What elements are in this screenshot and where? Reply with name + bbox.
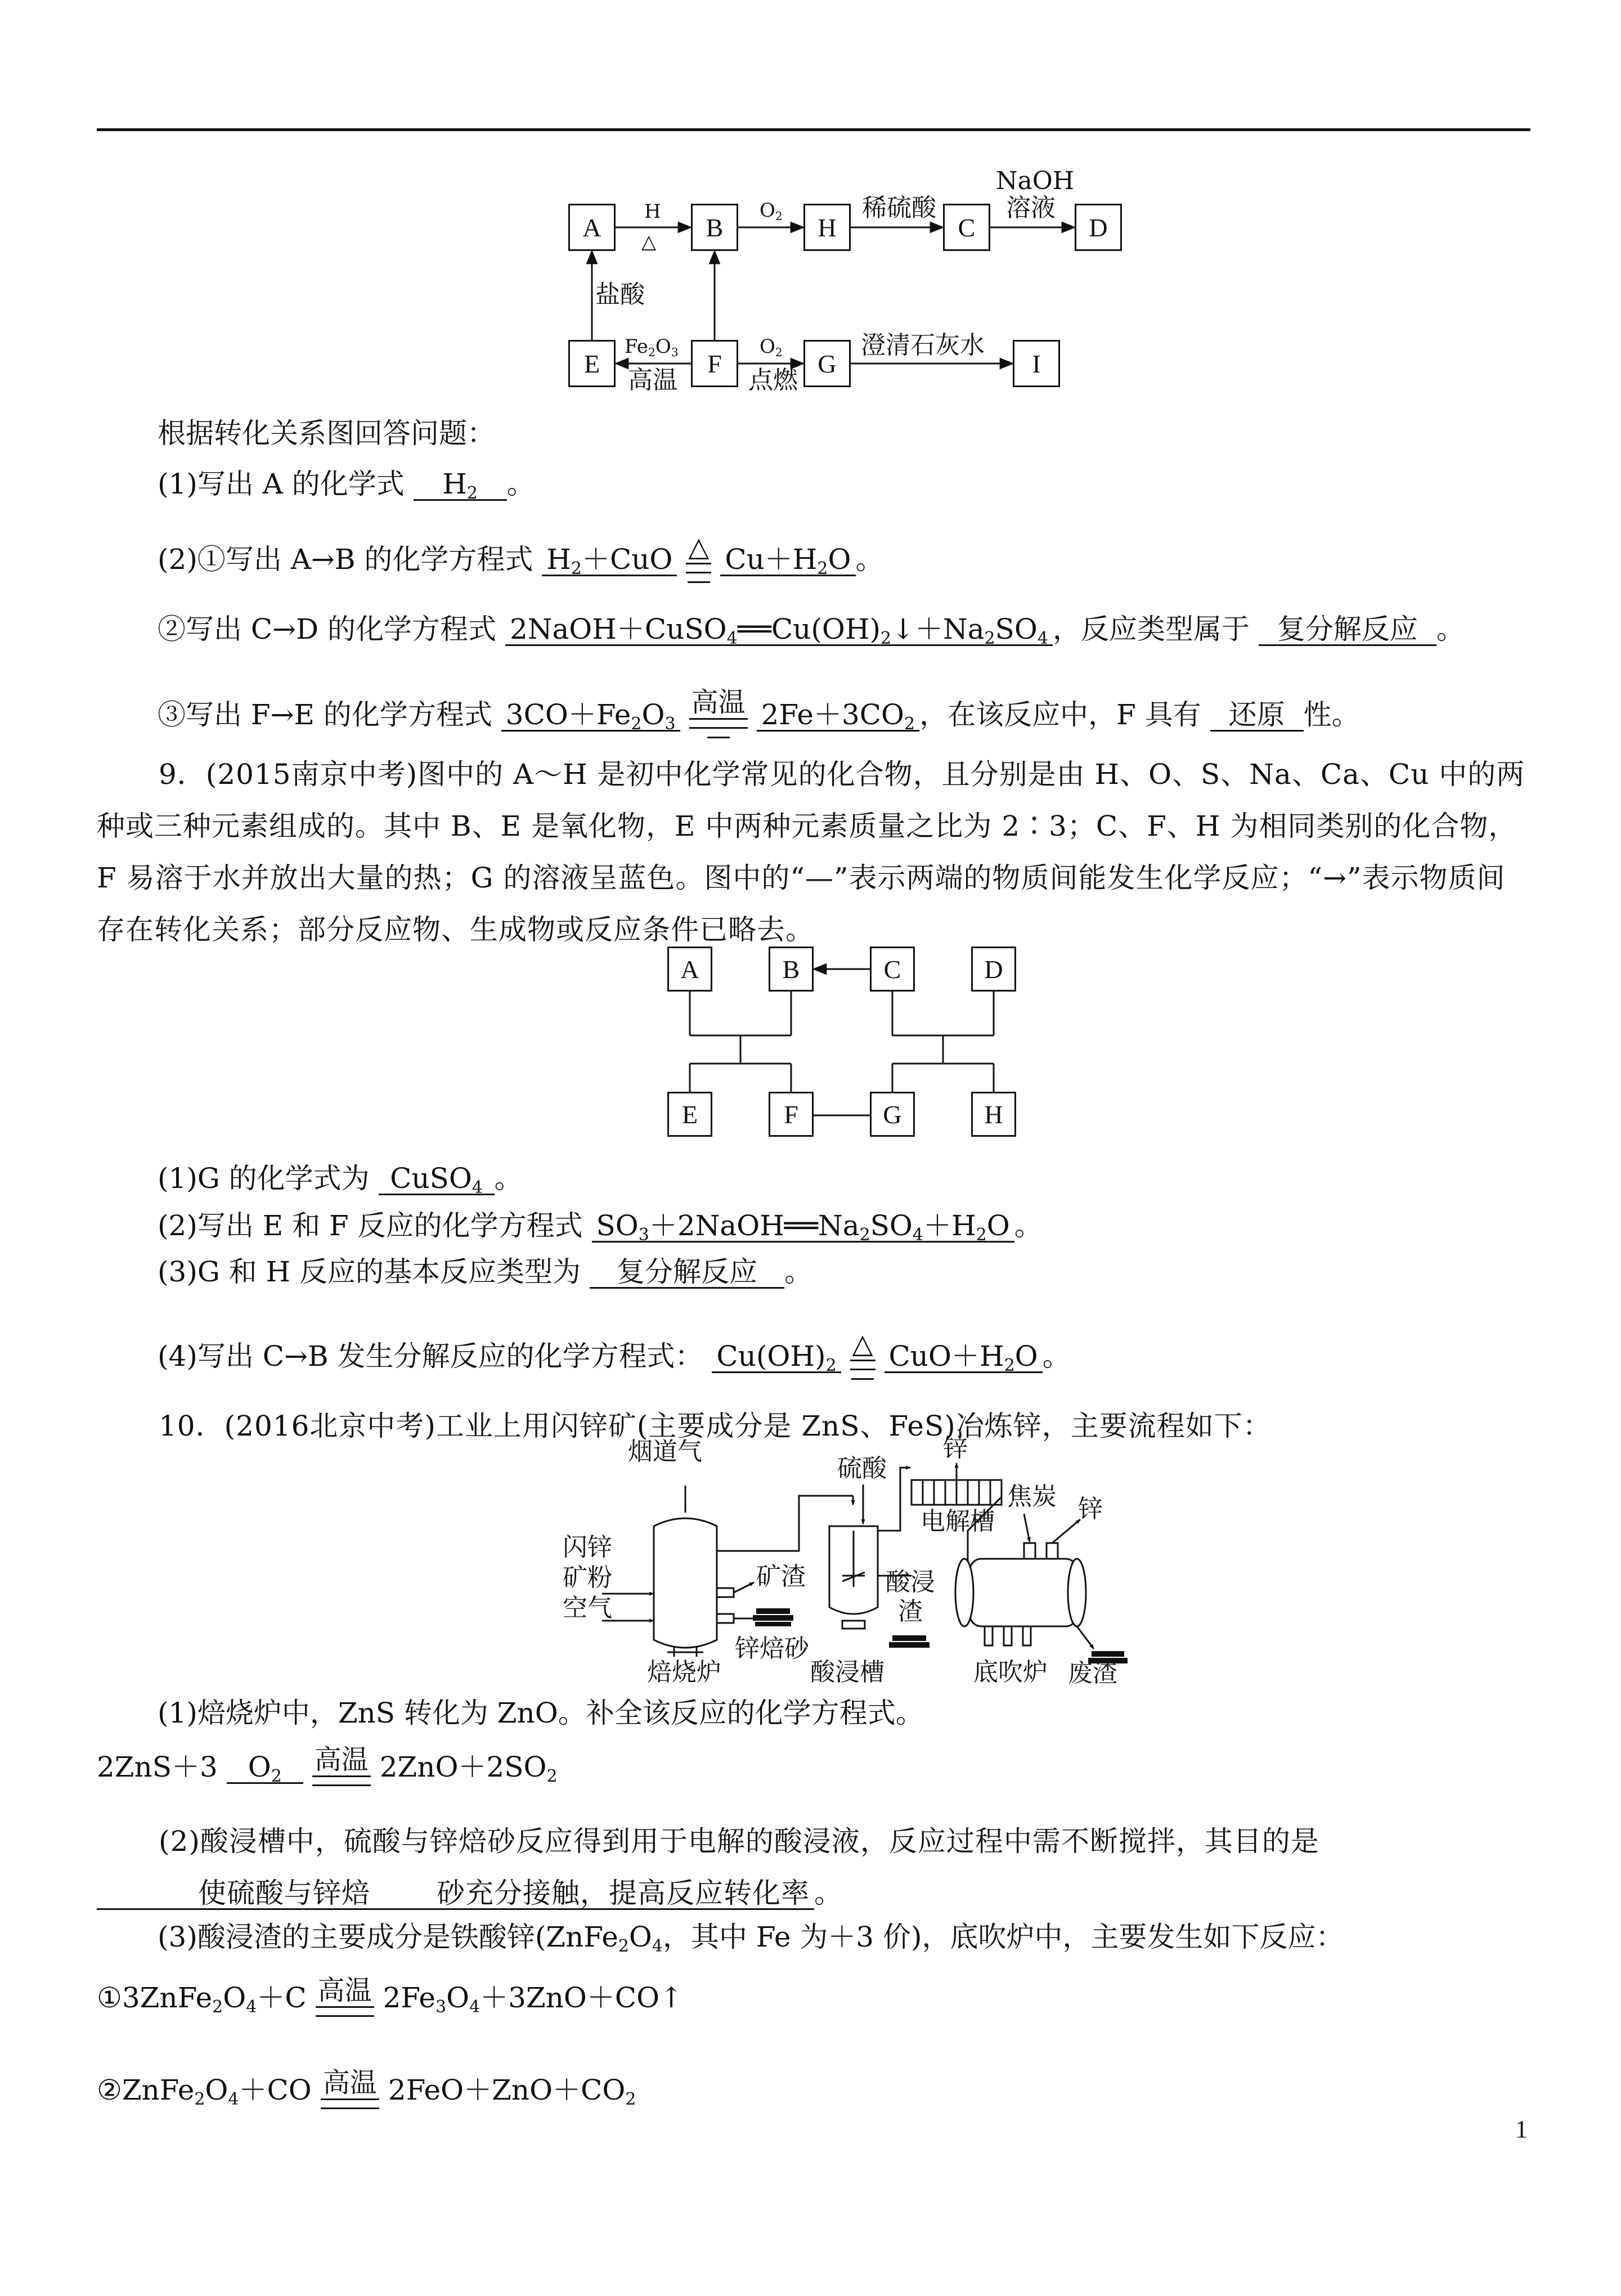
- s10-r1-condition: 高温: [316, 1975, 374, 2017]
- d1-node-c: C: [943, 204, 990, 251]
- flow-label-xin: 锌: [943, 1434, 968, 1463]
- flow-label-dichuilu: 底吹炉: [973, 1658, 1048, 1687]
- d1-label-fe-top: $Fe_2O_3$: [625, 335, 679, 360]
- s8-q3-answer: $2NaOH+CuSO_4══Cu(OH)_2↓+Na_2SO_4$: [505, 615, 1053, 646]
- s8-q1-answer: $H_2$: [414, 469, 507, 501]
- s10-r2-condition: 高温: [321, 2067, 379, 2109]
- d1-label-ab-top: H: [644, 200, 661, 223]
- d1-label-hc: 稀硫酸: [862, 194, 936, 222]
- s8-q4-condition: 高温: [689, 687, 748, 738]
- flow-label-kuangfen: 矿粉: [563, 1563, 612, 1592]
- s8-q2-answer-right: $Cu+H_2O$: [720, 545, 855, 576]
- flow-label-yandaoqi: 烟道气: [628, 1437, 702, 1466]
- d2-node-g: G: [870, 1092, 915, 1137]
- d1-node-g: G: [803, 340, 851, 387]
- d1-node-i: I: [1013, 340, 1060, 387]
- s10-q2-answer-a: 使硫酸与锌焙: [97, 1878, 375, 1910]
- d2-node-a: A: [667, 947, 712, 992]
- d1-node-d: D: [1075, 204, 1122, 251]
- s9-q4-answer-left: $Cu(OH)_2$: [712, 1342, 841, 1373]
- s9-problem-text: 9．(2015南京中考)图中的 A～H 是初中化学常见的化合物，且分别是由 H、O、S、Na、Ca、Cu 中的两种或三种元素组成的。其中 B、E 是氧化物，E 中两种元素质量之比为 2∶3；C、F、H 为相同类别的化合物，F 易溶于水并放出大量的热；G 的溶液呈蓝色。图中的“—”表示两端的物质间能发生化学反应；“→”表示物质间存在转化关系；部分反应物、生成物或反应条件已略去。: [97, 758, 1525, 946]
- d1-node-b: B: [691, 204, 738, 251]
- d1-node-f: F: [691, 340, 738, 387]
- d1-label-ab-bottom: △: [641, 231, 657, 253]
- d1-label-bh-top: $O_2$: [760, 199, 783, 223]
- flow-label-xinbeisha: 锌焙砂: [735, 1634, 809, 1663]
- flow-label-kuangzha: 矿渣: [756, 1562, 806, 1591]
- flow-label-beishaolu: 焙烧炉: [647, 1658, 721, 1687]
- d1-label-gi: 澄清石灰水: [861, 331, 985, 360]
- s8-intro: 根据转化关系图回答问题：: [158, 417, 495, 450]
- flow-label-shanxin: 闪锌: [563, 1533, 612, 1562]
- d1-label-ea: 盐酸: [595, 280, 645, 309]
- d1-node-a: A: [568, 204, 616, 251]
- d2-node-f: F: [769, 1092, 814, 1137]
- s9-q1-answer: CuSO$_4$: [379, 1164, 495, 1195]
- s10-q3: (3)酸浸渣的主要成分是铁酸锌($ZnFe_2O_4$，其中 Fe 为＋3 价)，底吹炉中，主要发生如下反应：: [158, 1921, 1344, 1956]
- s10-q2: (2)酸浸槽中，硫酸与锌焙砂反应得到用于电解的酸浸液，反应过程中需不断搅拌，其目的是使硫酸与锌焙 砂充分接触，提高反应转化率 。: [97, 1815, 1531, 1919]
- s9-q2-answer: $SO_3+2NaOH══Na_2SO_4+H_2O$: [592, 1211, 1014, 1243]
- s8-q2-answer-left: $H_2+CuO$: [542, 545, 677, 576]
- s8-q3-type-answer: 复分解反应: [1259, 615, 1436, 646]
- s8-q2-condition: △: [686, 531, 711, 583]
- page-number: 1: [1515, 2115, 1528, 2143]
- s8-q4-property-answer: 还原: [1210, 700, 1304, 732]
- s9-q4: (4)写出 C→B 发生分解反应的化学方程式： $Cu(OH)_2$ △ $CuO+H_2O$ 。: [158, 1333, 1071, 1384]
- d2-node-b: B: [769, 947, 814, 992]
- flow-label-liusuan: 硫酸: [837, 1454, 887, 1483]
- d1-label-fg-top: $O_2$: [760, 335, 783, 360]
- flow-label-kongqi: 空气: [563, 1594, 612, 1622]
- d2-node-d: D: [971, 947, 1016, 992]
- d2-node-h: H: [971, 1092, 1016, 1137]
- d1-label-cd-2: 溶液: [1006, 194, 1056, 222]
- s10-q2-answer-b: 砂充分接触，提高反应转化率: [375, 1878, 814, 1910]
- s8-q1: (1)写出 A 的化学式 $H_2$ 。: [158, 468, 535, 503]
- s8-q2: (2)①写出 A→B 的化学方程式 $H_2+CuO$ △ $Cu+H_2O$ 。: [158, 536, 884, 588]
- s10-problem-text: 10．(2016北京中考)工业上用闪锌矿(主要成分是 ZnS、FeS)冶炼锌，主要流程如下：: [159, 1410, 1272, 1442]
- flow-label-zha: 渣: [898, 1597, 923, 1626]
- s10-q1: (1)焙烧炉中，ZnS 转化为 ZnO。补全该反应的化学方程式。: [158, 1697, 924, 1729]
- d2-node-c: C: [870, 947, 915, 992]
- s10-eq1-condition: 高温: [312, 1744, 371, 1786]
- s9-q3-answer: 复分解反应: [590, 1257, 784, 1289]
- s10-eq1-answer: $O_2$: [227, 1752, 303, 1784]
- flow-label-jiaotan: 焦炭: [1007, 1482, 1057, 1511]
- s10-reaction-2: $②ZnFe_2O_4+CO$ 高温 $2FeO+ZnO+CO_2$: [97, 2066, 636, 2109]
- flow-label-xin2: 锌: [1078, 1495, 1103, 1523]
- s9-q3: (3)G 和 H 反应的基本反应类型为 复分解反应 。: [158, 1255, 812, 1288]
- flow-label-dianjiecao: 电解槽: [920, 1507, 995, 1536]
- flow-label-suanjincao: 酸浸槽: [810, 1658, 884, 1687]
- s10-eq1: 2ZnS＋3 $O_2$ 高温 $2ZnO+2SO_2$: [97, 1743, 558, 1786]
- flow-label-suanjin: 酸浸: [886, 1568, 935, 1597]
- s9-q4-condition: △: [850, 1328, 875, 1380]
- d1-label-fg-bottom: 点燃: [748, 366, 798, 394]
- d1-node-e: E: [568, 340, 616, 387]
- s9-q4-answer-right: $CuO+H_2O$: [884, 1342, 1043, 1373]
- d1-node-h: H: [803, 204, 851, 251]
- d2-node-e: E: [667, 1092, 712, 1137]
- s9-q1: (1)G 的化学式为 CuSO$_4$ 。: [158, 1162, 523, 1198]
- d1-label-fe-bottom: 高温: [628, 366, 677, 394]
- s8-q4-answer-right: $2Fe+3CO_2$: [757, 700, 920, 732]
- s9-q2: (2)写出 E 和 F 反应的化学方程式 $SO_3+2NaOH══Na_2SO_4+H_2O$ 。: [158, 1209, 1043, 1245]
- d1-label-cd-1: NaOH: [996, 167, 1075, 195]
- flow-label-feizha: 废渣: [1068, 1659, 1117, 1688]
- s8-q4-answer-left: $3CO+Fe_2O_3$: [501, 700, 680, 732]
- s10-reaction-1: $①3ZnFe_2O_4+C$ 高温 $2Fe_3O_4+3ZnO+CO↑$: [97, 1974, 684, 2017]
- s8-q4: ③写出 F→E 的化学方程式 $3CO+Fe_2O_3$ 高温 $2Fe+3CO_2$ ，在该反应中，F 具有 还原 性。: [158, 691, 1360, 743]
- s8-q3: ②写出 C→D 的化学方程式 $2NaOH+CuSO_4══Cu(OH)_2↓+Na_2SO_4$ ，反应类型属于 复分解反应 。: [158, 613, 1465, 648]
